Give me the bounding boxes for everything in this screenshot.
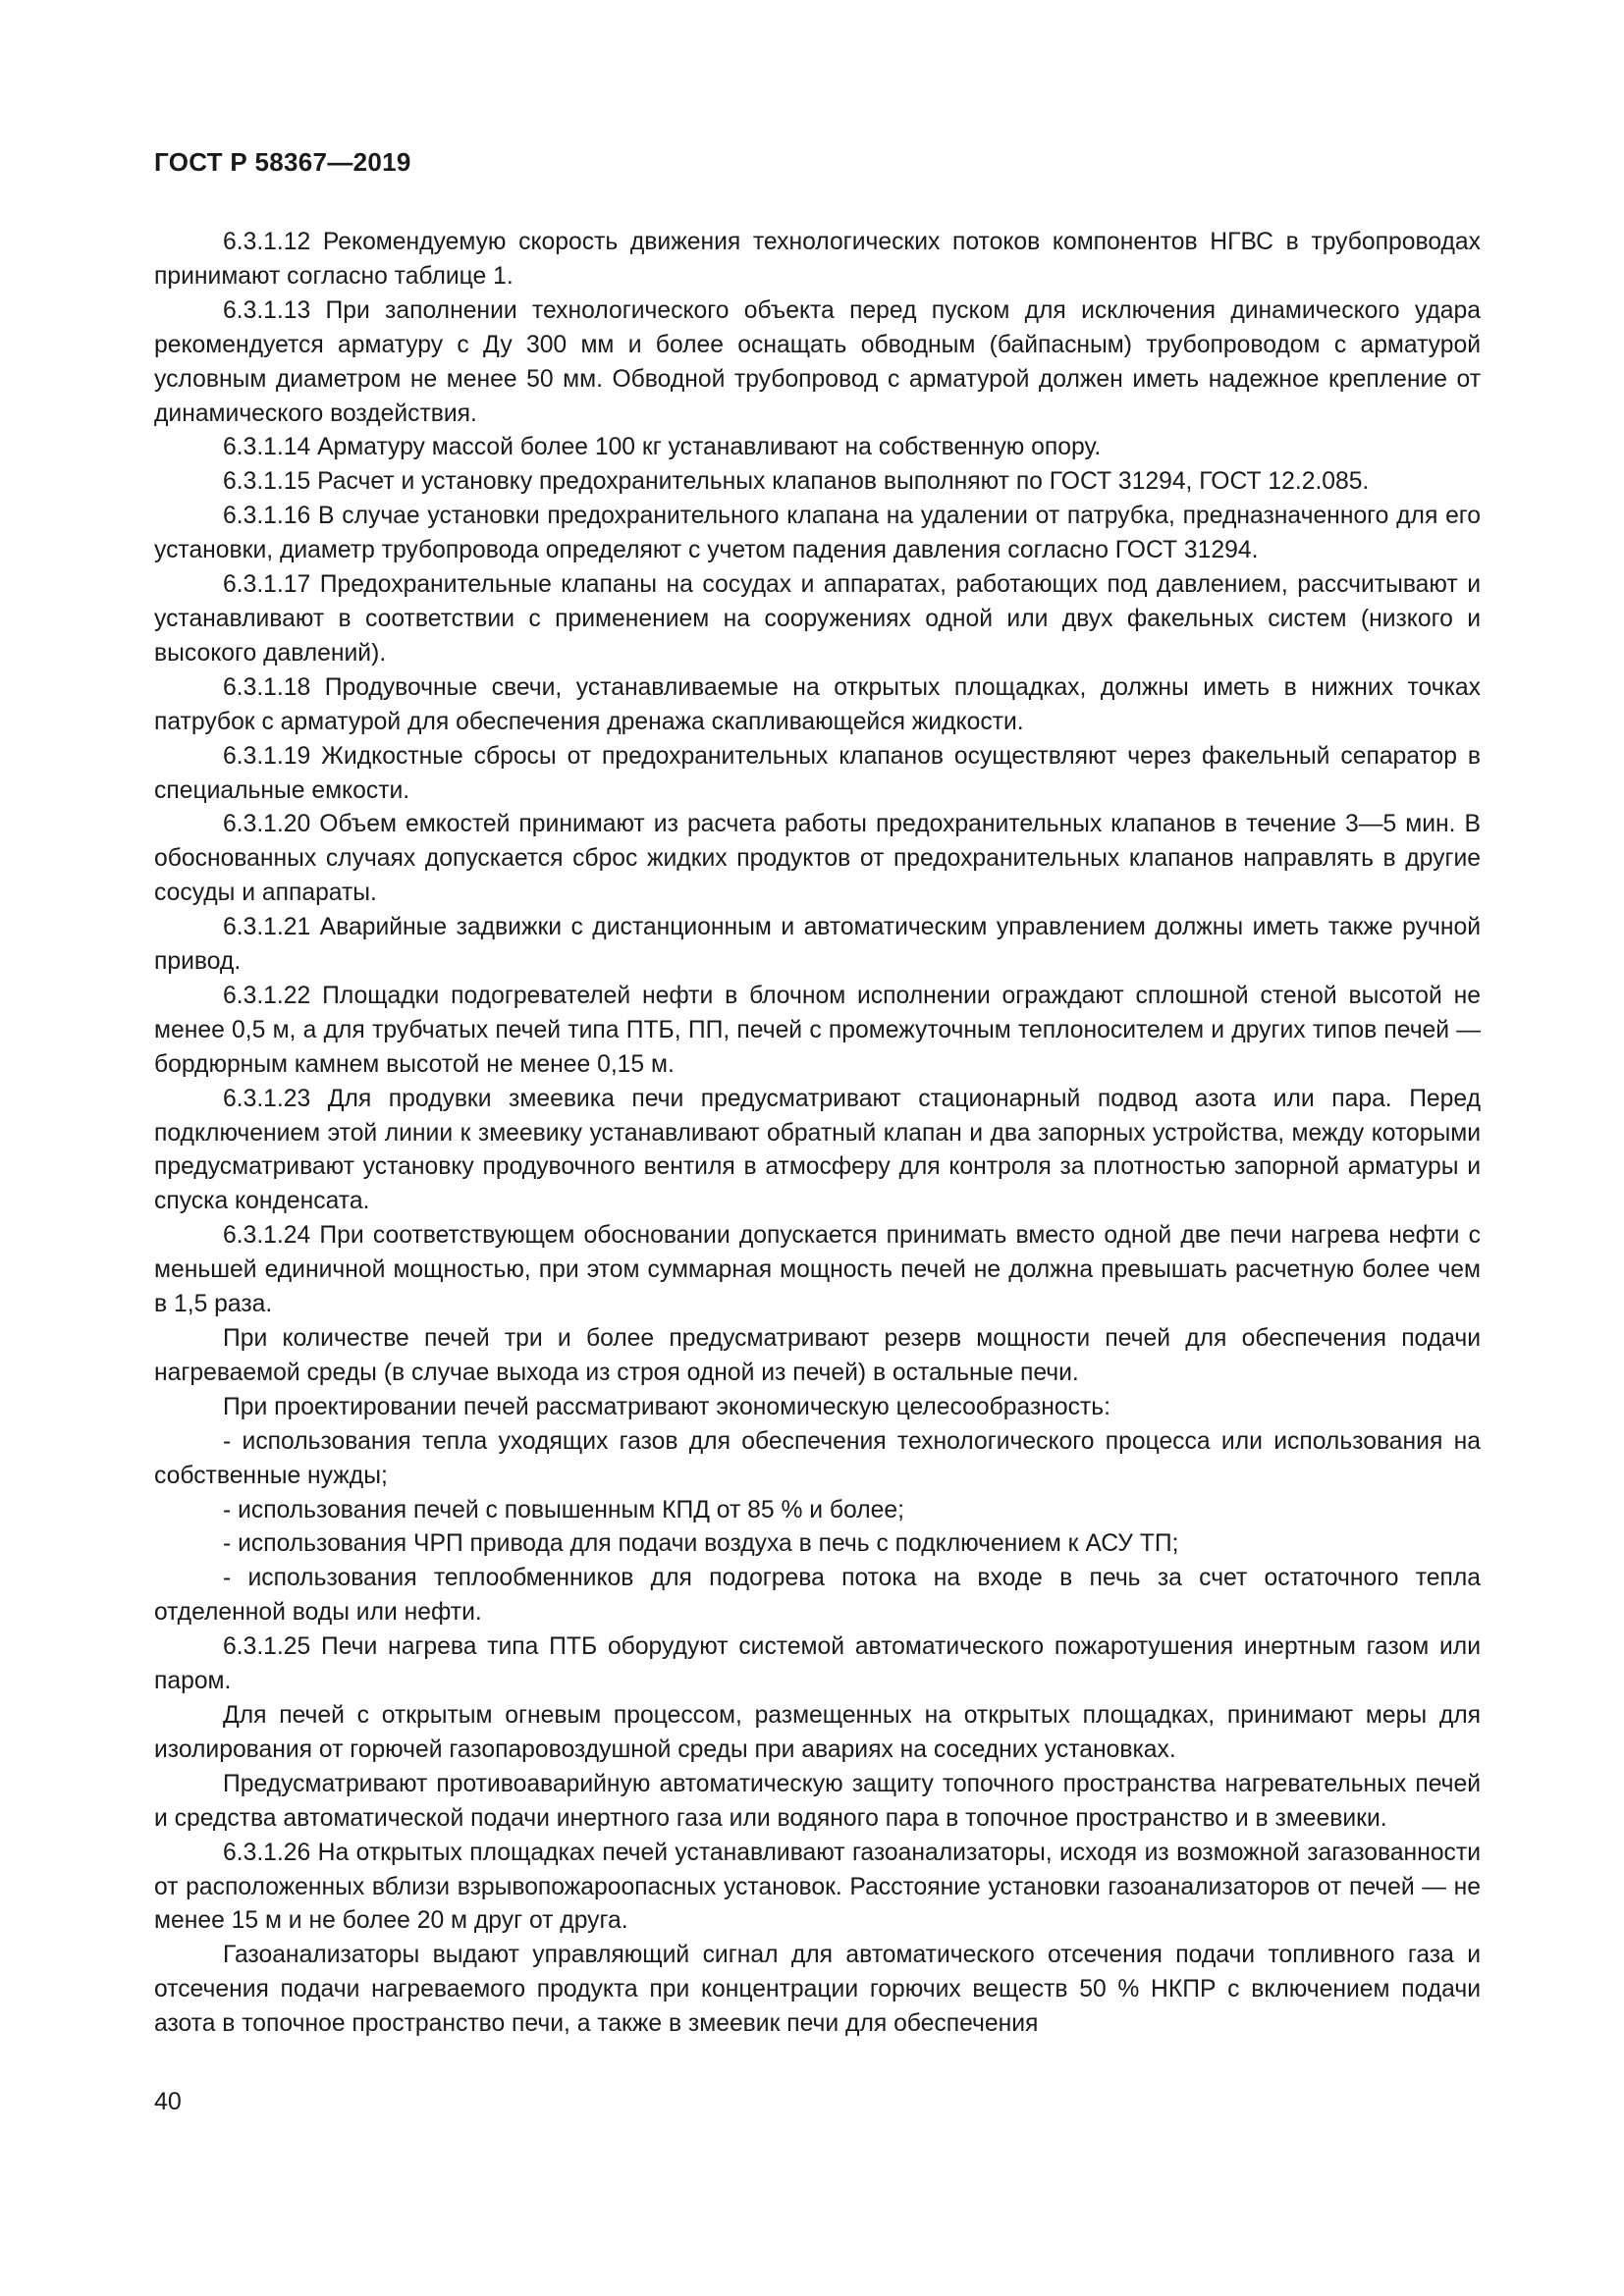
paragraph-6-3-1-16: 6.3.1.16 В случае установки предохранительного клапана на удалении от патрубка, предназначенного для его установки, диаметр трубопровода определяют с учетом падения давления согласно ГОСТ 31294. [154,503,1481,564]
document-body [154,226,1481,2042]
paragraph-6-3-1-21: 6.3.1.21 Аварийные задвижки с дистанционным и автоматическим управлением должны иметь также ручной привод. [154,914,1481,976]
list-item-vfd-drive: - использования ЧРП привода для подачи воздуха в печь с подключением к АСУ ТП; [223,1530,1179,1558]
paragraph-6-3-1-23: 6.3.1.23 Для продувки змеевика печи предусматривают стационарный подвод азота или пара. Перед подключением этой линии к змеевику устанавливают обратный клапан и два запорных устройства, между которыми предусматривают установку продувочного вентиля в атмосферу для контроля за плотностью запорной арматуры и спуска конденсата. [154,1085,1481,1215]
paragraph-6-3-1-15: 6.3.1.15 Расчет и установку предохранительных клапанов выполняют по ГОСТ 31294, ГОСТ 12.2.085. [223,468,1370,496]
paragraph-6-3-1-26: 6.3.1.26 На открытых площадках печей устанавливают газоанализаторы, исходя из возможной загазованности от расположенных вблизи взрывопожароопасных установок. Расстояние установки газоанализаторов от печей — не менее 15 м и не более 20 м друг от друга. [154,1839,1481,1935]
paragraph-furnace-reserve: При количестве печей три и более предусматривают резерв мощности печей для обеспечения подачи нагреваемой среды (в случае выхода из строя одной из печей) в остальные печи. [154,1325,1481,1386]
page-number: 40 [154,2088,182,2115]
paragraph-6-3-1-13: 6.3.1.13 При заполнении технологического объекта перед пуском для исключения динамического удара рекомендуется арматуру с Ду 300 мм и более оснащать обводным (байпасным) трубопроводом с арматурой условным диаметром не менее 50 мм. Обводной трубопровод с арматурой должен иметь надежное крепление от динамического воздействия. [154,296,1481,427]
list-item-high-efficiency: - использования печей с повышенным КПД от 85 % и более; [223,1496,904,1523]
paragraph-economic-feasibility: При проектировании печей рассматривают экономическую целесообразность: [223,1393,1110,1420]
list-item-heat-exchangers: - использования теплообменников для подогрева потока на входе в печь за счет остаточного тепла отделенной воды или нефти. [154,1565,1481,1627]
paragraph-6-3-1-12: 6.3.1.12 Рекомендуемую скорость движения технологических потоков компонентов НГВС в трубопроводах принимают согласно таблице 1. [154,229,1481,290]
paragraph-6-3-1-25: 6.3.1.25 Печи нагрева типа ПТБ оборудуют системой автоматического пожаротушения инертным газом или паром. [154,1633,1481,1695]
paragraph-6-3-1-17: 6.3.1.17 Предохранительные клапаны на сосудах и аппаратах, работающих под давлением, рассчитывают и устанавливают в соответствии с применением на сооружениях одной или двух факельных систем (низкого и высокого давлений). [154,571,1481,667]
paragraph-6-3-1-14: 6.3.1.14 Арматуру массой более 100 кг устанавливают на собственную опору. [223,434,1102,461]
paragraph-open-fire-process: Для печей с открытым огневым процессом, размещенных на открытых площадках, принимают меры для изолирования от горючей газопаровоздушной среды при авариях на соседних установках. [154,1701,1481,1763]
paragraph-emergency-protection: Предусматривают противоаварийную автоматическую защиту топочного пространства нагревательных печей и средства автоматической подачи инертного газа или водяного пара в топочное пространство и в змеевики. [154,1770,1481,1832]
paragraph-6-3-1-20: 6.3.1.20 Объем емкостей принимают из расчета работы предохранительных клапанов в течение 3—5 мин. В обоснованных случаях допускается сброс жидких продуктов от предохранительных клапанов направлять в другие сосуды и аппараты. [154,811,1481,907]
paragraph-6-3-1-19: 6.3.1.19 Жидкостные сбросы от предохранительных клапанов осуществляют через факельный сепаратор в специальные емкости. [154,742,1481,804]
paragraph-gas-analyzers-signal: Газоанализаторы выдают управляющий сигнал для автоматического отсечения подачи топливного газа и отсечения подачи нагреваемого продукта при концентрации горючих веществ 50 % НКПР с включением подачи азота в топочное пространство печи, а также в змеевик печи для обеспечения [154,1942,1481,2038]
paragraph-6-3-1-24: 6.3.1.24 При соответствующем обосновании допускается принимать вместо одной две печи нагрева нефти с меньшей единичной мощностью, при этом суммарная мощность печей не должна превышать расчетную более чем в 1,5 раза. [154,1222,1481,1318]
paragraph-6-3-1-22: 6.3.1.22 Площадки подогревателей нефти в блочном исполнении ограждают сплошной стеной высотой не менее 0,5 м, а для трубчатых печей типа ПТБ, ПП, печей с промежуточным теплоносителем и других типов печей — бордюрным камнем высотой не менее 0,15 м. [154,982,1481,1078]
paragraph-6-3-1-18: 6.3.1.18 Продувочные свечи, устанавливаемые на открытых площадках, должны иметь в нижних точках патрубок с арматурой для обеспечения дренажа скапливающейся жидкости. [154,673,1481,735]
document-header: ГОСТ Р 58367—2019 [154,147,411,177]
list-item-flue-gas-heat: - использования тепла уходящих газов для обеспечения технологического процесса или использования на собственные нужды; [154,1427,1481,1489]
